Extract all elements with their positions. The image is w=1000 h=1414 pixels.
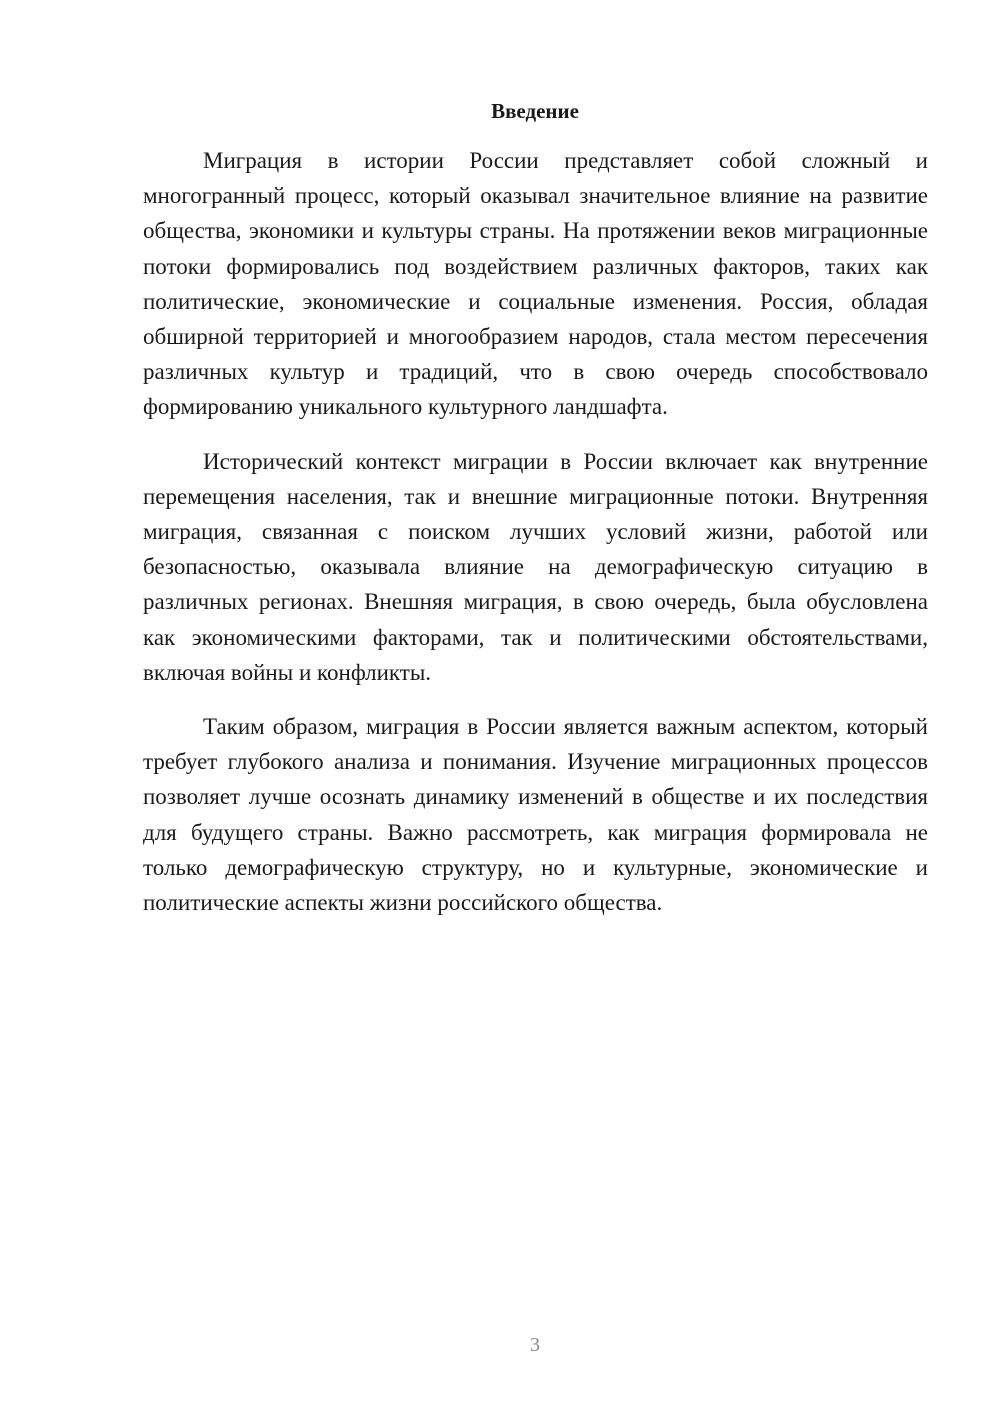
page-number: 3 (530, 1334, 540, 1356)
paragraph-2: Исторический контекст миграции в России включает как внутренние перемещения населения, так и внешние миграционные потоки. Внутренняя миграция, связанная с поиском лучших условий жизни, работой или безопасностью, оказывала влияние на демографическую ситуацию в различных регионах. Внешняя миграция, в свою очередь, была обусловлена как экономическими факторами, так и политическими обстоятельствами, включая войны и конфликты. (143, 448, 928, 685)
section-heading: Введение (491, 99, 579, 123)
paragraph-3: Таким образом, миграция в России является важным аспектом, который требует глубокого анализа и понимания. Изучение миграционных процессов позволяет лучше осознать динамику изменений в обществе и их последствия для будущего страны. Важно рассмотреть, как миграция формировала не только демографическую структуру, но и культурные, экономические и политические аспекты жизни российского общества. (143, 714, 928, 916)
paragraph-1: Миграция в истории России представляет собой сложный и многогранный процесс, который оказывал значительное влияние на развитие общества, экономики и культуры страны. На протяжении веков миграционные потоки формировались под воздействием различных факторов, таких как политические, экономические и социальные изменения. Россия, обладая обширной территорией и многообразием народов, стала местом пересечения различных культур и традиций, что в свою очередь способствовало формированию уникального культурного ландшафта. (143, 148, 928, 420)
body-text (143, 143, 928, 939)
